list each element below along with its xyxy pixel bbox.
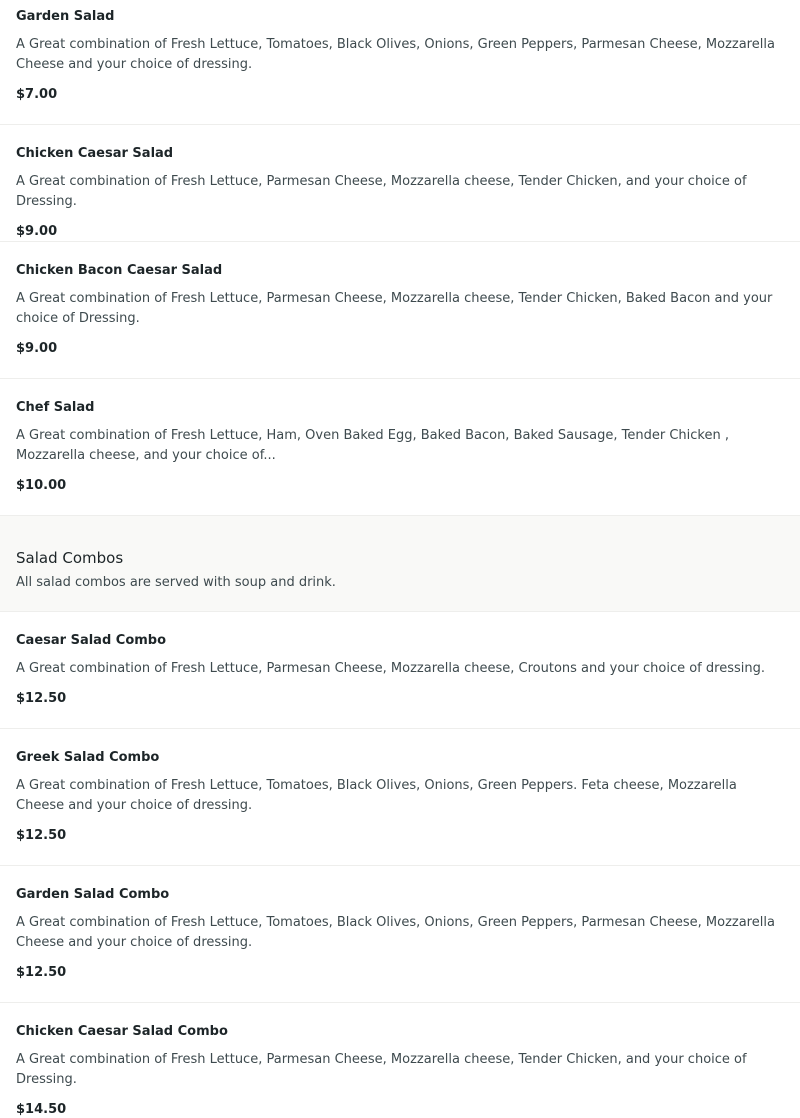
- item-name: Chicken Caesar Salad: [16, 146, 174, 161]
- item-description: A Great combination of Fresh Lettuce, Tomatoes, Black Olives, Onions, Green Peppers, Parmesan Cheese, Mozzarella Cheese and your choice of dressing.: [16, 37, 775, 72]
- item-description: A Great combination of Fresh Lettuce, Parmesan Cheese, Mozzarella cheese, Tender Chicken, Baked Bacon and your choice of Dressing.: [16, 291, 773, 326]
- item-price: $10.00: [16, 478, 67, 493]
- item-name: Chicken Bacon Caesar Salad: [16, 263, 223, 278]
- menu-item-chicken-bacon-caesar-salad[interactable]: [0, 242, 800, 379]
- item-name: Chicken Caesar Salad Combo: [16, 1024, 228, 1039]
- menu-item-chicken-caesar-salad-combo[interactable]: [0, 1003, 800, 1117]
- item-description: A Great combination of Fresh Lettuce, Tomatoes, Black Olives, Onions, Green Peppers. Feta cheese, Mozzarella Cheese and your choice of dressing.: [16, 778, 737, 813]
- item-price: $9.00: [16, 224, 58, 239]
- item-name: Chef Salad: [16, 400, 95, 415]
- item-price: $12.50: [16, 691, 67, 706]
- menu-item-caesar-salad-combo[interactable]: [0, 612, 800, 729]
- menu-item-chef-salad[interactable]: [0, 379, 800, 516]
- item-name: Greek Salad Combo: [16, 750, 160, 765]
- item-price: $7.00: [16, 87, 58, 102]
- item-name: Caesar Salad Combo: [16, 633, 167, 648]
- item-price: $12.50: [16, 828, 67, 843]
- menu-item-garden-salad[interactable]: [0, 0, 800, 125]
- item-description: A Great combination of Fresh Lettuce, Parmesan Cheese, Mozzarella cheese, Tender Chicken, and your choice of Dressing.: [16, 1052, 747, 1087]
- item-description: A Great combination of Fresh Lettuce, Parmesan Cheese, Mozzarella cheese, Tender Chicken, and your choice of Dressing.: [16, 174, 747, 209]
- menu-item-greek-salad-combo[interactable]: [0, 729, 800, 866]
- item-name: Garden Salad Combo: [16, 887, 170, 902]
- section-title: Salad Combos: [16, 549, 124, 567]
- item-price: $12.50: [16, 965, 67, 980]
- item-name: Garden Salad: [16, 9, 115, 24]
- menu-item-garden-salad-combo[interactable]: [0, 866, 800, 1003]
- section-header-salad-combos: [0, 516, 800, 612]
- item-price: $14.50: [16, 1102, 67, 1117]
- item-description: A Great combination of Fresh Lettuce, Parmesan Cheese, Mozzarella cheese, Croutons and your choice of dressing.: [16, 661, 765, 676]
- item-description: A Great combination of Fresh Lettuce, Ham, Oven Baked Egg, Baked Bacon, Baked Sausage, Tender Chicken , Mozzarella cheese, and your choice of...: [16, 428, 729, 463]
- section-subtitle: All salad combos are served with soup and drink.: [16, 575, 336, 590]
- item-description: A Great combination of Fresh Lettuce, Tomatoes, Black Olives, Onions, Green Peppers, Parmesan Cheese, Mozzarella Cheese and your choice of dressing.: [16, 915, 775, 950]
- item-price: $9.00: [16, 341, 58, 356]
- menu-item-chicken-caesar-salad[interactable]: [0, 125, 800, 242]
